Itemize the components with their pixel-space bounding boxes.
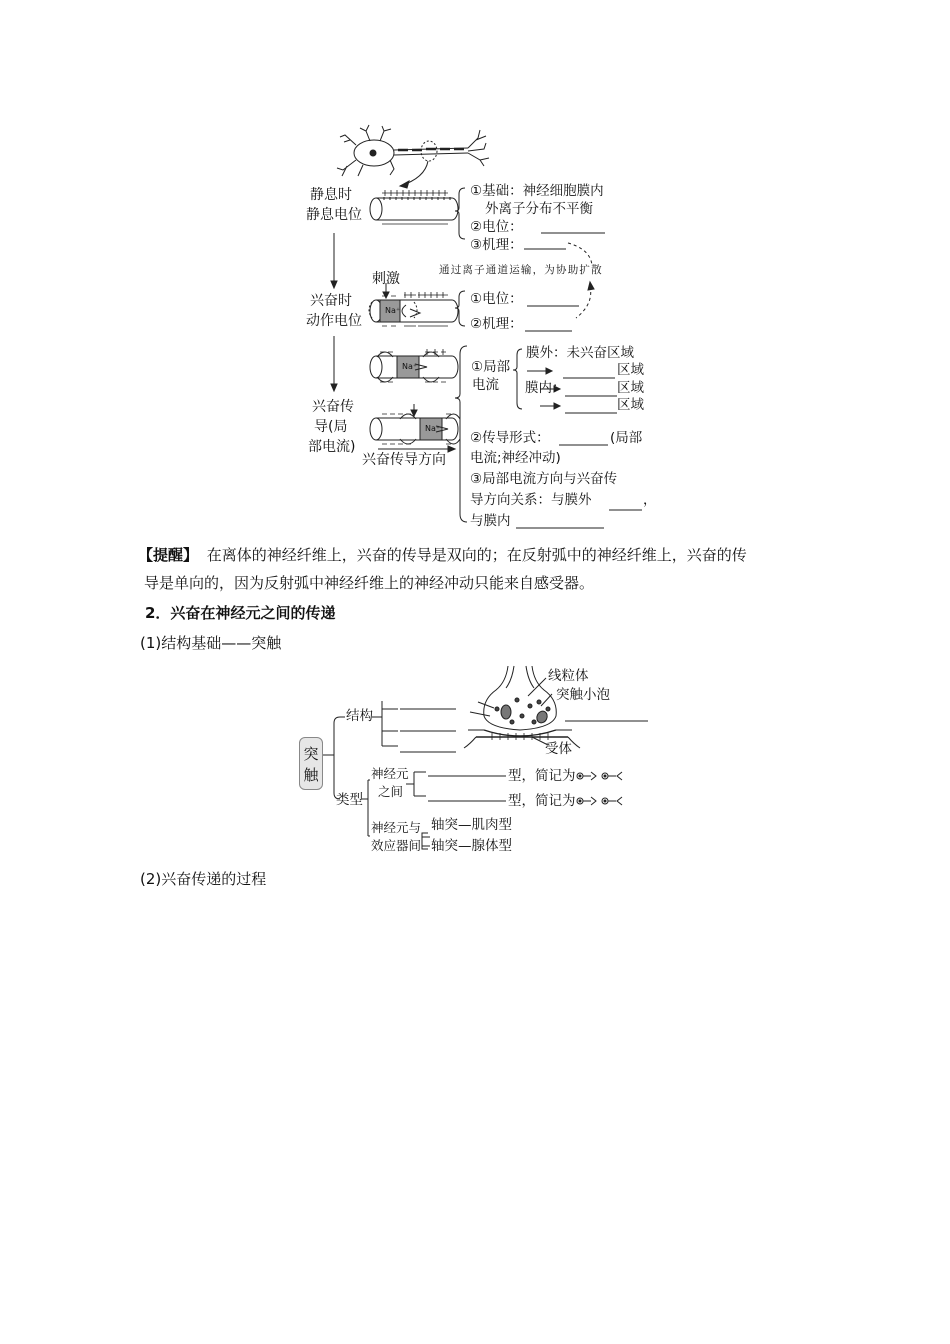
local-current-inside: 膜内： [525, 380, 566, 396]
synapse-root-1: 突 [303, 745, 319, 763]
stage-resting-2: 静息电位 [306, 207, 362, 223]
region-2: 区域 [617, 380, 644, 396]
axon-muscle: 轴突—肌肉型 [431, 817, 512, 833]
resting-potential: ②电位： [470, 219, 523, 235]
structure-label: 结构 [346, 708, 373, 724]
section-heading: 2．兴奋在神经元之间的传递 [145, 604, 336, 622]
stage-conduction-1: 兴奋传 [312, 399, 354, 415]
synapse-root-2: 触 [303, 766, 319, 784]
conduction-form-2: 电流;神经冲动) [470, 450, 561, 466]
resting-basis-2: 外离子分布不平衡 [485, 201, 593, 217]
sodium-label-2: Na⁺ [402, 362, 418, 371]
stage-resting-1: 静息时 [310, 187, 352, 203]
relation-2: 导方向关系：与膜外 [470, 492, 592, 508]
stage-action-2: 动作电位 [306, 313, 362, 329]
reminder-line-2: 导是单向的，因为反射弧中神经纤维上的神经冲动只能来自感受器。 [144, 574, 595, 592]
local-current-1: ①局部 [471, 359, 511, 375]
conduction-form-1: ②传导形式： [470, 430, 550, 446]
type-suffix-1: 型，简记为 [508, 768, 576, 784]
neuron-effector-1: 神经元与 [371, 820, 422, 835]
action-potential: ①电位： [470, 291, 523, 307]
receptor-label: 受体 [545, 741, 572, 757]
vesicle-label: 突触小泡 [556, 687, 610, 703]
mitochondria-label: 线粒体 [548, 668, 589, 684]
neuron-effector-2: 效应器间 [371, 838, 422, 853]
axo-symbol-1 [577, 772, 622, 780]
stage-conduction-3: 部电流) [308, 439, 356, 455]
sodium-label: Na⁺ [385, 306, 401, 315]
type-label: 类型 [336, 792, 363, 808]
conduction-form-1-end: (局部 [610, 430, 643, 446]
axon-gland: 轴突—腺体型 [431, 838, 512, 854]
between-neurons-2: 之间 [378, 784, 404, 799]
sodium-label-3: Na⁺ [425, 424, 441, 433]
between-neurons-1: 神经元 [371, 766, 409, 781]
action-mechanism: ②机理： [470, 316, 523, 332]
direction-label: 兴奋传导方向 [362, 452, 446, 468]
type-suffix-2: 型，简记为 [508, 793, 576, 809]
local-current-outside: 膜外：未兴奋区域 [526, 345, 634, 361]
relation-1: ③局部电流方向与兴奋传 [470, 471, 618, 487]
reminder-tag: 【提醒】 [138, 546, 199, 564]
region-3: 区域 [617, 397, 644, 413]
stimulus-label: 刺激 [372, 271, 400, 287]
stage-action-1: 兴奋时 [310, 293, 352, 309]
stage-conduction-2: 导(局 [314, 419, 348, 435]
local-current-2: 电流 [472, 377, 499, 393]
relation-2-end: ， [643, 492, 657, 508]
synapse-root-box [299, 737, 323, 790]
resting-basis-1: ①基础：神经细胞膜内 [470, 183, 604, 199]
hint-note: 通过离子通道运输，为协助扩散 [439, 264, 603, 276]
axo-symbol-2 [577, 797, 622, 805]
subsection-structure: (1)结构基础——突触 [140, 634, 282, 652]
subsection-process: (2)兴奋传递的过程 [140, 870, 267, 888]
resting-mechanism: ③机理： [470, 237, 523, 253]
reminder-text-1: 在离体的神经纤维上，兴奋的传导是双向的；在反射弧中的神经纤维上，兴奋的传 [206, 546, 747, 564]
relation-3: 与膜内 [470, 513, 511, 529]
region-1: 区域 [617, 362, 644, 378]
